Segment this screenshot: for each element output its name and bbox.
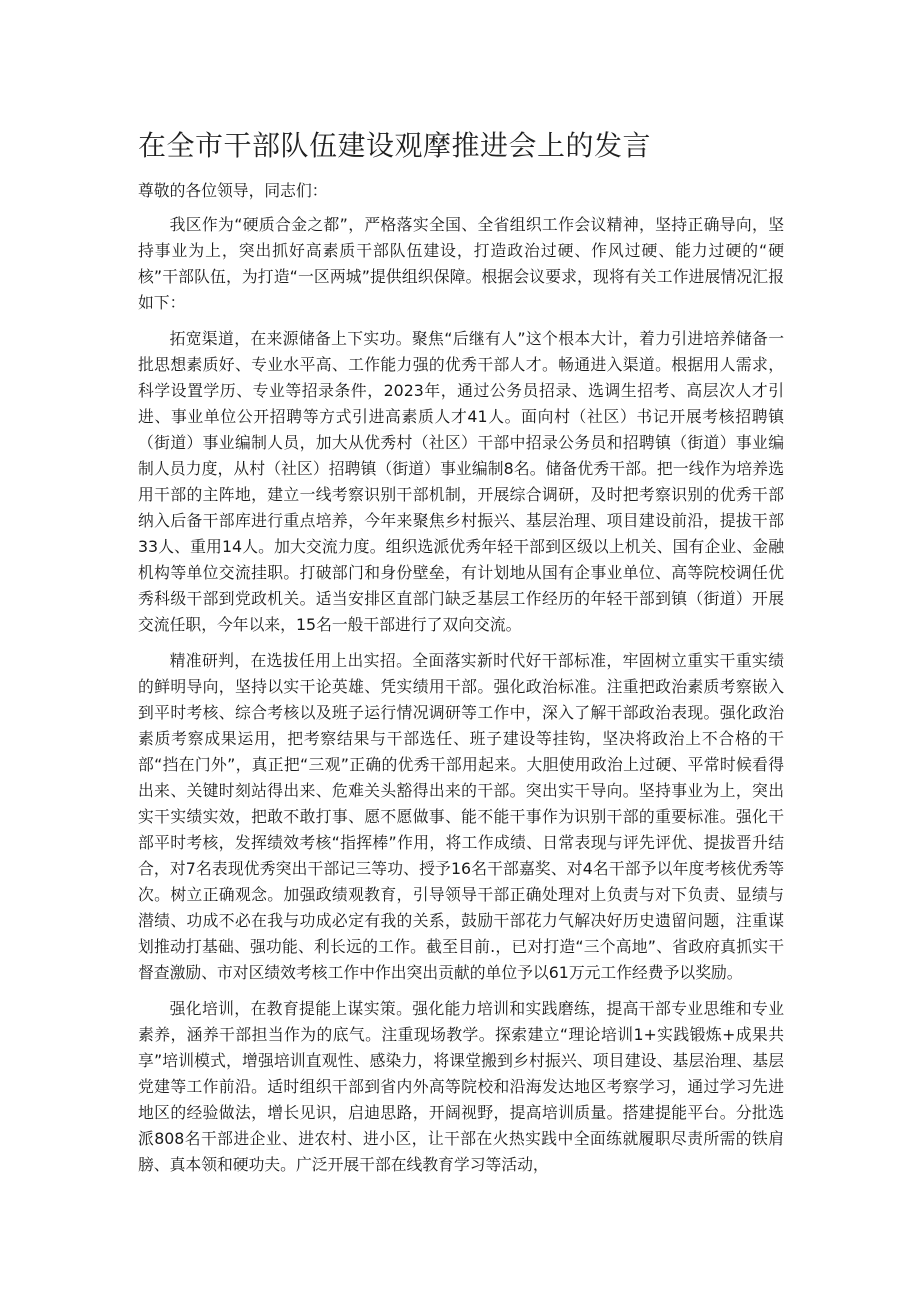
document-body	[138, 178, 784, 1188]
paragraph-training: 强化培训，在教育提能上谋实策。强化能力培训和实践磨练，提高干部专业思维和专业素养，涵养干部担当作为的底气。注重现场教学。探索建立“理论培训1+实践锻炼+成果共享”培训模式，增强培训直观性、感染力，将课堂搬到乡村振兴、项目建设、基层治理、基层党建等工作前沿。适时组织干部到省内外高等院校和沿海发达地区考察学习，通过学习先进地区的经验做法，增长见识，启迪思路，开阔视野，提高培训质量。搭建提能平台。分批选派808名干部进企业、进农村、进小区，让干部在火热实践中全面练就履职尽责所需的铁肩膀、真本领和硬功夫。广泛开展干部在线教育学习等活动，	[138, 999, 784, 1174]
document-title: 在全市干部队伍建设观摩推进会上的发言	[138, 129, 652, 162]
greeting: 尊敬的各位领导，同志们：	[138, 181, 328, 200]
paragraph-recruitment: 拓宽渠道，在来源储备上下实功。聚焦“后继有人”这个根本大计，着力引进培养储备一批思想素质好、专业水平高、工作能力强的优秀干部人才。畅通进入渠道。根据用人需求，科学设置学历、专业等招录条件，2023年，通过公务员招录、选调生招考、高层次人才引进、事业单位公开招聘等方式引进高素质人才41人。面向村（社区）书记开展考核招聘镇（街道）事业编制人员，加大从优秀村（社区）干部中招录公务员和招聘镇（街道）事业编制人员力度，从村（社区）招聘镇（街道）事业编制8名。储备优秀干部。把一线作为培养选用干部的主阵地，建立一线考察识别干部机制，开展综合调研，及时把考察识别的优秀干部纳入后备干部库进行重点培养，今年来聚焦乡村振兴、基层治理、项目建设前沿，提拔干部33人、重用14人。加大交流力度。组织选派优秀年轻干部到区级以上机关、国有企业、金融机构等单位交流挂职。打破部门和身份壁垒，有计划地从国有企事业单位、高等院校调任优秀科级干部到党政机关。适当安排区直部门缺乏基层工作经历的年轻干部到镇（街道）开展交流任职，今年以来，15名一般干部进行了双向交流。	[138, 329, 784, 634]
paragraph-selection: 精准研判，在选拔任用上出实招。全面落实新时代好干部标准，牢固树立重实干重实绩的鲜明导向，坚持以实干论英雄、凭实绩用干部。强化政治标准。注重把政治素质考察嵌入到平时考核、综合考核以及班子运行情况调研等工作中，深入了解干部政治表现。强化政治素质考察成果运用，把考察结果与干部选任、班子建设等挂钩，坚决将政治上不合格的干部“挡在门外”，真正把“三观”正确的优秀干部用起来。大胆使用政治上过硬、平常时候看得出来、关键时刻站得出来、危难关头豁得出来的干部。突出实干导向。坚持事业为上，突出实干实绩实效，把敢不敢打事、愿不愿做事、能不能干事作为识别干部的重要标准。强化干部平时考核，发挥绩效考核“指挥棒”作用，将工作成绩、日常表现与评先评优、提拔晋升结合，对7名表现优秀突出干部记三等功、授予16名干部嘉奖、对4名干部予以年度考核优秀等次。树立正确观念。加强政绩观教育，引导领导干部正确处理对上负责与对下负责、显绩与潜绩、功成不必在我与功成必定有我的关系，鼓励干部花力气解决好历史遗留问题，注重谋划推动打基础、强功能、利长远的工作。截至目前.，已对打造“三个高地”、省政府真抓实干督查激励、市对区绩效考核工作中作出突出贡献的单位予以61万元工作经费予以奖励。	[138, 651, 784, 982]
paragraph-intro: 我区作为“硬质合金之都”，严格落实全国、全省组织工作会议精神，坚持正确导向，坚持事业为上，突出抓好高素质干部队伍建设，打造政治过硬、作风过硬、能力过硬的“硬核”干部队伍，为打造“一区两城”提供组织保障。根据会议要求，现将有关工作进展情况汇报如下：	[138, 215, 784, 312]
